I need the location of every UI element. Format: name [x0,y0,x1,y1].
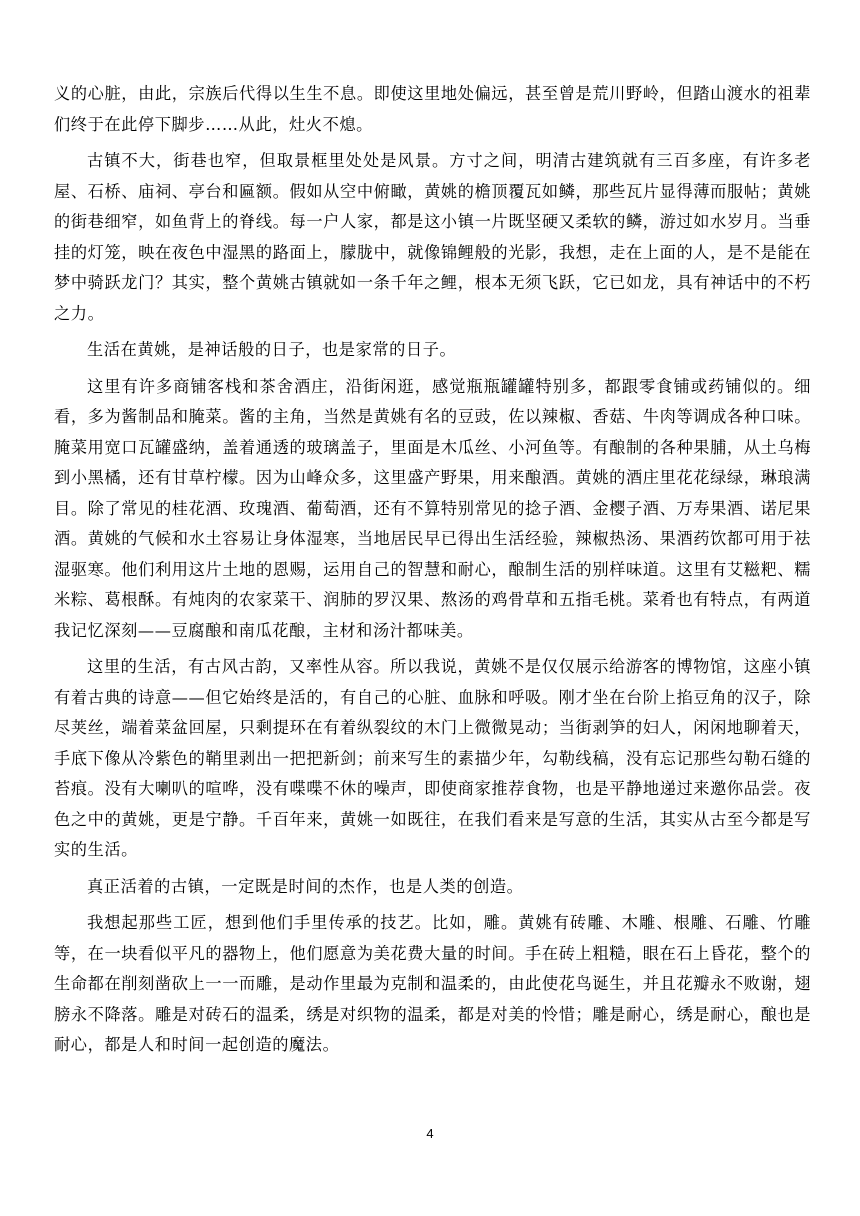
paragraph-life-in-huangyao: 生活在黄姚，是神话般的日子，也是家常的日子。 [87,340,457,359]
paragraph-ancestors: 义的心脏，由此，宗族后代得以生生不息。即使这里地处偏远，甚至曾是荒川野岭，但踏山渡水的祖辈们终于在此停下脚步……从此，灶火不熄。 [54,84,811,134]
paragraph-living-town: 这里的生活，有古风古韵，又率性从容。所以我说，黄姚不是仅仅展示给游客的博物馆，这座小镇有着古典的诗意——但它始终是活的，有自己的心脏、血脉和呼吸。刚才坐在台阶上掐豆角的汉子，除尽荚丝，端着菜盆回屋，只剩提环在有着纵裂纹的木门上微微晃动；当街剥笋的妇人，闲闲地聊着天，手底下像从冷紫色的鞘里剥出一把把新剑；前来写生的素描少年，勾勒线稿，没有忘记那些勾勒石缝的苔痕。没有大喇叭的喧哗，没有喋喋不休的噪声，即使商家推荐食物，也是平静地递过来邀你品尝。夜色之中的黄姚，更是宁静。千百年来，黄姚一如既往，在我们看来是写意的生活，其实从古至今都是写实的生活。 [54,657,811,859]
page-number: 4 [426,1126,434,1141]
paragraph-town-scenery: 古镇不大，街巷也窄，但取景框里处处是风景。方寸之间，明清古建筑就有三百多座，有许多老屋、石桥、庙祠、亭台和匾额。假如从空中俯瞰，黄姚的檐顶覆瓦如鳞，那些瓦片显得薄而服帖；黄姚的街巷细窄，如鱼背上的脊线。每一户人家，都是这小镇一片既坚硬又柔软的鳞，游过如水岁月。当垂挂的灯笼，映在夜色中湿黑的路面上，朦胧中，就像锦鲤般的光影，我想，走在上面的人，是不是能在梦中骑跃龙门？其实，整个黄姚古镇就如一条千年之鲤，根本无须飞跃，它已如龙，具有神话中的不朽之力。 [54,151,811,323]
paragraph-craftsmen: 我想起那些工匠，想到他们手里传承的技艺。比如，雕。黄姚有砖雕、木雕、根雕、石雕、竹雕等，在一块看似平凡的器物上，他们愿意为美花费大量的时间。手在砖上粗糙，眼在石上昏花，整个的生命都在削刻凿砍上一一而雕，是动作里最为克制和温柔的，由此使花鸟诞生，并且花瓣永不败谢，翅膀永不降落。雕是对砖石的温柔，绣是对织物的温柔，都是对美的怜惜；雕是耐心，绣是耐心，酿也是耐心，都是人和时间一起创造的魔法。 [54,913,811,1054]
paragraph-shops-and-food: 这里有许多商铺客栈和茶舍酒庄，沿街闲逛，感觉瓶瓶罐罐特别多，都跟零食铺或药铺似的。细看，多为酱制品和腌菜。酱的主角，当然是黄姚有名的豆豉，佐以辣椒、香菇、牛肉等调成各种口味。腌菜用宽口瓦罐盛纳，盖着通透的玻璃盖子，里面是木瓜丝、小河鱼等。有酿制的各种果脯，从土乌梅到小黑橘，还有甘草柠檬。因为山峰众多，这里盛产野果，用来酿酒。黄姚的酒庄里花花绿绿，琳琅满目。除了常见的桂花酒、玫瑰酒、葡萄酒，还有不算特别常见的捻子酒、金樱子酒、万寿果酒、诺尼果酒。黄姚的气候和水土容易让身体湿寒，当地居民早已得出生活经验，辣椒热汤、果酒药饮都可用于祛湿驱寒。他们利用这片土地的恩赐，运用自己的智慧和耐心，酿制生活的别样味道。这里有艾糍粑、糯米粽、葛根酥。有炖肉的农家菜干、润肺的罗汉果、熬汤的鸡骨草和五指毛桃。菜肴也有特点，有两道我记忆深刻——豆腐酿和南瓜花酿，主材和汤汁都味美。 [54,376,811,640]
paragraph-time-creation: 真正活着的古镇，一定既是时间的杰作，也是人类的创造。 [87,876,524,896]
document-page [54,79,811,1067]
